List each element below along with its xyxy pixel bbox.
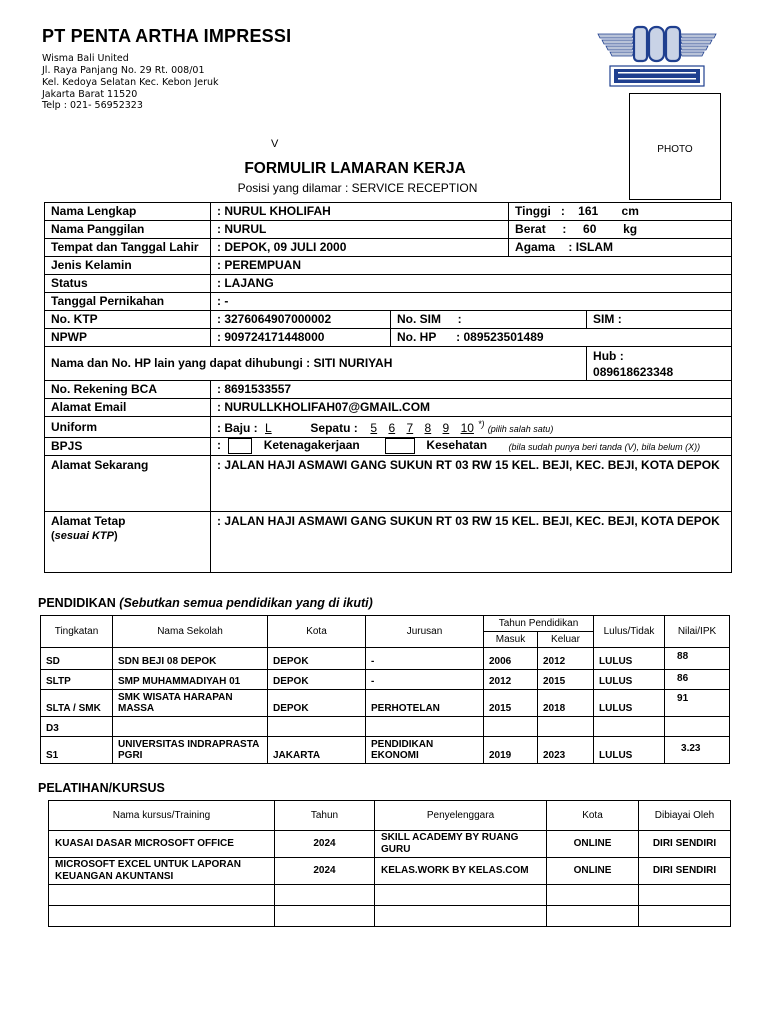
bpjs-ketenagakerjaan-checkbox[interactable] xyxy=(228,438,252,454)
kontak-darurat-field[interactable] xyxy=(45,347,587,381)
bpjs-label: BPJS xyxy=(45,438,211,456)
kontak-label: Nama dan No. HP lain yang dapat dihubungi : xyxy=(51,356,311,370)
table-row xyxy=(41,737,730,764)
cell-penyelenggara[interactable]: SKILL ACADEMY BY RUANG GURU xyxy=(375,831,547,858)
hp-field[interactable] xyxy=(391,329,732,347)
cell-jurusan[interactable]: - xyxy=(366,670,484,690)
address-line: Kel. Kedoya Selatan Kec. Kebon Jeruk xyxy=(42,77,219,88)
table-row xyxy=(49,858,731,885)
header-masuk: Masuk xyxy=(484,632,538,648)
sepatu-size-option[interactable]: 8 xyxy=(424,421,432,435)
cell-nama-kursus[interactable] xyxy=(49,885,275,906)
cell-jurusan[interactable]: - xyxy=(366,648,484,670)
alamat-tetap-label: Alamat Tetap xyxy=(51,514,126,528)
cell-masuk[interactable]: 2006 xyxy=(484,648,538,670)
agama-label: Agama xyxy=(515,240,556,254)
header-keluar: Keluar xyxy=(538,632,594,648)
sepatu-size-option[interactable]: 7 xyxy=(406,421,414,435)
table-row xyxy=(41,690,730,717)
table-row xyxy=(49,831,731,858)
header-nama-kursus: Nama kursus/Training xyxy=(49,801,275,831)
header-tahun: Tahun xyxy=(275,801,375,831)
cell-keluar[interactable] xyxy=(538,717,594,737)
cell-dibiayai[interactable]: DIRI SENDIRI xyxy=(639,831,731,858)
cell-kota[interactable]: DEPOK xyxy=(268,648,366,670)
hub-field[interactable] xyxy=(587,347,732,381)
cell-nama-kursus[interactable]: KUASAI DASAR MICROSOFT OFFICE xyxy=(49,831,275,858)
hp-label: No. HP xyxy=(397,330,437,344)
tinggi-label: Tinggi xyxy=(515,204,551,218)
header-penyelenggara: Penyelenggara xyxy=(375,801,547,831)
berat-field[interactable] xyxy=(509,221,732,239)
alamat-tetap-sub: (sesuai KTP) xyxy=(51,530,118,542)
sim-field[interactable] xyxy=(391,311,587,329)
tinggi-value: : 161 cm xyxy=(560,204,639,218)
cell-jurusan[interactable] xyxy=(366,717,484,737)
sepatu-size-option[interactable]: 6 xyxy=(388,421,396,435)
biodata-table xyxy=(44,202,732,573)
bpjs-note: (bila sudah punya beri tanda (V), bila belum (X)) xyxy=(508,441,701,452)
pendidikan-title: PENDIDIKAN (Sebutkan semua pendidikan yang di ikuti) xyxy=(38,596,373,610)
cell-ipk[interactable]: 86 xyxy=(665,670,730,690)
tinggi-field[interactable] xyxy=(509,203,732,221)
cell-keluar[interactable]: 2018 xyxy=(538,690,594,717)
cell-kota[interactable] xyxy=(547,906,639,927)
alamat-sekarang-value[interactable]: : JALAN HAJI ASMAWI GANG SUKUN RT 03 RW 15 KEL. BEJI, KEC. BEJI, KOTA DEPOK xyxy=(211,456,732,512)
cell-penyelenggara[interactable] xyxy=(375,885,547,906)
cell-sekolah[interactable]: SMP MUHAMMADIYAH 01 xyxy=(113,670,268,690)
header-kota: Kota xyxy=(268,616,366,648)
bpjs-ketenagakerjaan-label: Ketenagakerjaan xyxy=(263,438,360,453)
hub-label: Hub : xyxy=(593,348,624,363)
cell-kota[interactable]: ONLINE xyxy=(547,858,639,885)
cell-kota[interactable] xyxy=(268,717,366,737)
table-row xyxy=(49,906,731,927)
cell-lulus[interactable] xyxy=(594,717,665,737)
ktp-value[interactable]: : 3276064907000002 xyxy=(211,311,391,329)
hub-value: 089618623348 xyxy=(593,364,674,379)
header-tahun-pendidikan: Tahun Pendidikan xyxy=(484,616,594,632)
header-lulus: Lulus/Tidak xyxy=(594,616,665,648)
pendidikan-table xyxy=(40,615,730,764)
sepatu-note-mark: *) xyxy=(477,419,485,429)
nama-lengkap-label: Nama Lengkap xyxy=(45,203,211,221)
bpjs-kesehatan-label: Kesehatan xyxy=(426,438,488,453)
sim-value: : xyxy=(457,312,462,326)
form-title: FORMULIR LAMARAN KERJA xyxy=(244,160,466,177)
alamat-sekarang-label: Alamat Sekarang xyxy=(45,456,211,512)
cell-penyelenggara[interactable] xyxy=(375,906,547,927)
baju-size[interactable]: L xyxy=(265,421,272,435)
cell-sekolah[interactable]: SDN BEJI 08 DEPOK xyxy=(113,648,268,670)
sim-label: No. SIM xyxy=(397,312,441,326)
header-dibiayai: Dibiayai Oleh xyxy=(639,801,731,831)
header-jurusan: Jurusan xyxy=(366,616,484,648)
tanggal-pernikahan-value[interactable]: : - xyxy=(211,293,732,311)
cell-jurusan[interactable]: PENDIDIKAN EKONOMI xyxy=(366,737,484,764)
nama-panggilan-label: Nama Panggilan xyxy=(45,221,211,239)
cell-lulus[interactable]: LULUS xyxy=(594,737,665,764)
cell-penyelenggara[interactable]: KELAS.WORK BY KELAS.COM xyxy=(375,858,547,885)
cell-tahun[interactable]: 2024 xyxy=(275,858,375,885)
cell-kota[interactable]: DEPOK xyxy=(268,670,366,690)
sim2-label[interactable]: SIM : xyxy=(587,311,732,329)
cell-masuk[interactable] xyxy=(484,717,538,737)
status-value[interactable]: : LAJANG xyxy=(211,275,732,293)
cell-nama-kursus[interactable]: MICROSOFT EXCEL UNTUK LAPORAN KEUANGAN AKUNTANSI xyxy=(49,858,275,885)
cell-ipk[interactable]: 3.23 xyxy=(665,737,730,764)
email-label: Alamat Email xyxy=(45,399,211,417)
tick-mark: V xyxy=(271,138,279,150)
bpjs-colon: : xyxy=(217,438,221,453)
company-name: PT PENTA ARTHA IMPRESSI xyxy=(42,26,292,46)
address-line: Jakarta Barat 11520 xyxy=(42,89,138,100)
cell-kota[interactable] xyxy=(547,885,639,906)
address-line: Jl. Raya Panjang No. 29 Rt. 008/01 xyxy=(42,65,205,76)
baju-label: : Baju : xyxy=(217,421,258,435)
cell-masuk[interactable]: 2019 xyxy=(484,737,538,764)
cell-sekolah[interactable]: UNIVERSITAS INDRAPRASTA PGRI xyxy=(113,737,268,764)
berat-value: : 60 kg xyxy=(562,222,638,236)
uniform-label: Uniform xyxy=(45,417,211,438)
sepatu-note: (pilih salah satu) xyxy=(487,424,554,434)
cell-tingkatan[interactable]: SLTA / SMK xyxy=(41,690,113,717)
address-line: Wisma Bali United xyxy=(42,53,129,64)
ttl-label: Tempat dan Tanggal Lahir xyxy=(45,239,211,257)
form-subtitle: Posisi yang dilamar : SERVICE RECEPTION xyxy=(237,181,478,195)
address-line: Telp : 021- 56952323 xyxy=(42,100,143,111)
cell-ipk[interactable]: 91 xyxy=(665,690,730,717)
tanggal-pernikahan-label: Tanggal Pernikahan xyxy=(45,293,211,311)
cell-kota[interactable]: DEPOK xyxy=(268,690,366,717)
rekening-value[interactable]: : 8691533557 xyxy=(211,381,732,399)
table-row xyxy=(41,670,730,690)
pelatihan-table xyxy=(48,800,731,927)
cell-ipk[interactable] xyxy=(665,717,730,737)
jenis-kelamin-label: Jenis Kelamin xyxy=(45,257,211,275)
table-row xyxy=(41,717,730,737)
cell-tingkatan[interactable]: D3 xyxy=(41,717,113,737)
cell-tahun[interactable] xyxy=(275,906,375,927)
sepatu-label: Sepatu : xyxy=(310,421,358,435)
sepatu-size-option[interactable]: 9 xyxy=(442,421,450,435)
bos-logo xyxy=(596,24,718,90)
bpjs-value xyxy=(211,438,732,456)
cell-lulus[interactable]: LULUS xyxy=(594,670,665,690)
rekening-label: No. Rekening BCA xyxy=(45,381,211,399)
cell-jurusan[interactable]: PERHOTELAN xyxy=(366,690,484,717)
cell-tingkatan[interactable]: SD xyxy=(41,648,113,670)
table-row xyxy=(49,885,731,906)
cell-kota[interactable]: ONLINE xyxy=(547,831,639,858)
cell-keluar[interactable]: 2023 xyxy=(538,737,594,764)
agama-field[interactable] xyxy=(509,239,732,257)
sepatu-size-option[interactable]: 5 xyxy=(370,421,378,435)
sepatu-size-option[interactable]: 10 xyxy=(460,421,474,435)
cell-ipk[interactable]: 88 xyxy=(665,648,730,670)
cell-masuk[interactable]: 2012 xyxy=(484,670,538,690)
cell-tahun[interactable] xyxy=(275,885,375,906)
cell-keluar[interactable]: 2015 xyxy=(538,670,594,690)
photo-label: PHOTO xyxy=(657,144,693,155)
cell-lulus[interactable]: LULUS xyxy=(594,648,665,670)
agama-value: : ISLAM xyxy=(568,240,614,254)
cell-keluar[interactable]: 2012 xyxy=(538,648,594,670)
alamat-tetap-label-cell xyxy=(45,512,211,573)
cell-sekolah[interactable]: SMK WISATA HARAPAN MASSA xyxy=(113,690,268,717)
hp-value: : 089523501489 xyxy=(456,330,544,344)
table-row xyxy=(41,648,730,670)
alamat-tetap-value[interactable]: : JALAN HAJI ASMAWI GANG SUKUN RT 03 RW 15 KEL. BEJI, KEC. BEJI, KOTA DEPOK xyxy=(211,512,732,573)
cell-nama-kursus[interactable] xyxy=(49,906,275,927)
cell-dibiayai[interactable]: DIRI SENDIRI xyxy=(639,858,731,885)
email-value[interactable]: : NURULLKHOLIFAH07@GMAIL.COM xyxy=(211,399,732,417)
ktp-label: No. KTP xyxy=(45,311,211,329)
npwp-label: NPWP xyxy=(45,329,211,347)
header-tingkatan: Tingkatan xyxy=(41,616,113,648)
pelatihan-title: PELATIHAN/KURSUS xyxy=(38,781,165,795)
cell-masuk[interactable]: 2015 xyxy=(484,690,538,717)
ttl-value[interactable]: : DEPOK, 09 JULI 2000 xyxy=(211,239,509,257)
header-nama-sekolah: Nama Sekolah xyxy=(113,616,268,648)
header-kota: Kota xyxy=(547,801,639,831)
cell-dibiayai[interactable] xyxy=(639,885,731,906)
cell-lulus[interactable]: LULUS xyxy=(594,690,665,717)
cell-tahun[interactable]: 2024 xyxy=(275,831,375,858)
cell-tingkatan[interactable]: S1 xyxy=(41,737,113,764)
status-label: Status xyxy=(45,275,211,293)
cell-sekolah[interactable] xyxy=(113,717,268,737)
cell-kota[interactable]: JAKARTA xyxy=(268,737,366,764)
berat-label: Berat xyxy=(515,222,546,236)
kontak-value: SITI NURIYAH xyxy=(313,356,393,370)
uniform-value[interactable] xyxy=(211,417,732,438)
jenis-kelamin-value[interactable]: : PEREMPUAN xyxy=(211,257,732,275)
npwp-value[interactable]: : 909724171448000 xyxy=(211,329,391,347)
cell-tingkatan[interactable]: SLTP xyxy=(41,670,113,690)
header-ipk: Nilai/IPK xyxy=(665,616,730,648)
nama-lengkap-value[interactable]: : NURUL KHOLIFAH xyxy=(211,203,509,221)
nama-panggilan-value[interactable]: : NURUL xyxy=(211,221,509,239)
cell-dibiayai[interactable] xyxy=(639,906,731,927)
bpjs-kesehatan-checkbox[interactable] xyxy=(385,438,415,454)
